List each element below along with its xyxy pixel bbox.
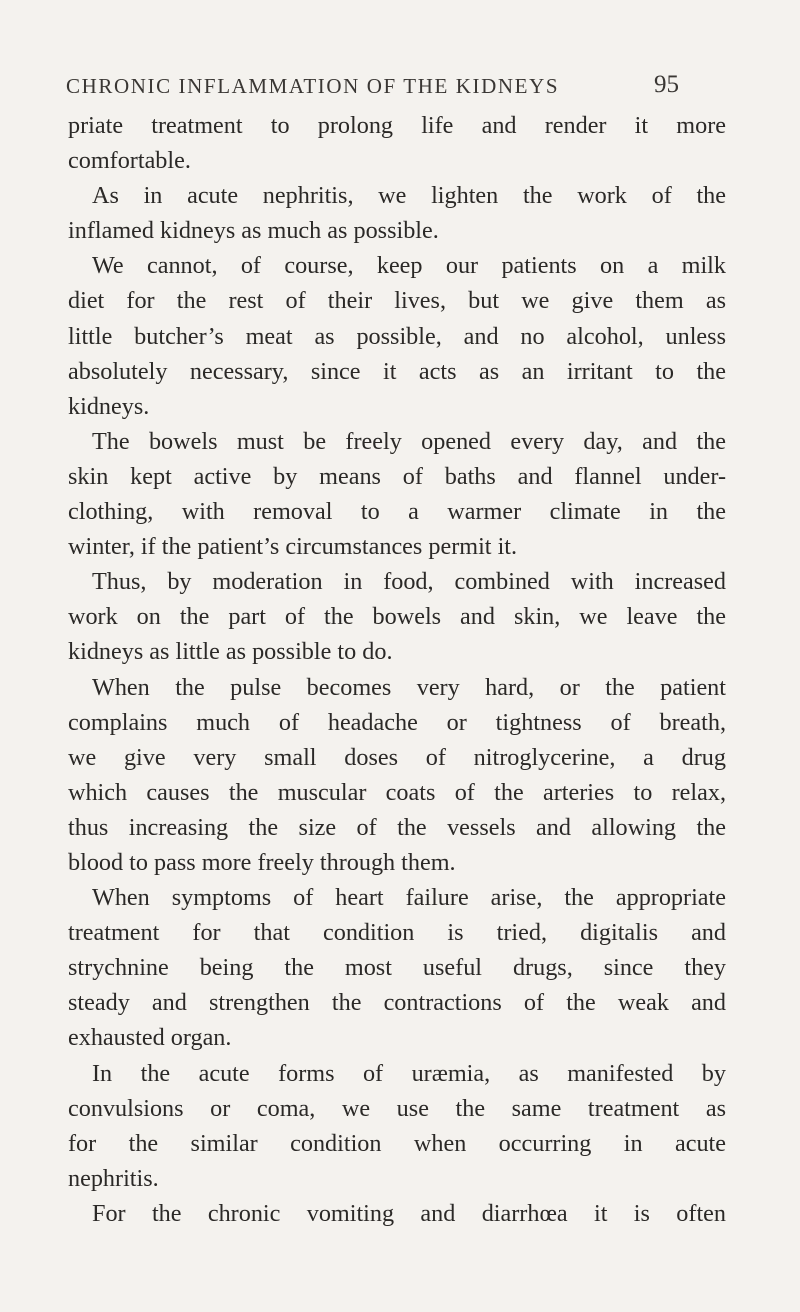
text-line: As in acute nephritis, we lighten the work of the [92, 182, 726, 210]
body-text [68, 108, 726, 1231]
text-line: priate treatment to prolong life and render it more [68, 112, 726, 139]
text-line: When the pulse becomes very hard, or the patient [92, 673, 726, 701]
text-line: winter, if the patient’s circumstances permit it. [68, 533, 518, 561]
text-line: blood to pass more freely through them. [68, 848, 456, 876]
text-line: thus increasing the size of the vessels and allowing the [68, 813, 726, 841]
text-line: steady and strengthen the contractions of the weak and [68, 989, 726, 1017]
text-line: treatment for that condition is tried, digitalis and [68, 919, 726, 947]
text-line: Thus, by moderation in food, combined with increased [92, 568, 726, 596]
text-line: kidneys as little as possible to do. [68, 638, 393, 666]
text-line: for the similar condition when occurring in acute [68, 1129, 726, 1157]
text-line: work on the part of the bowels and skin, we leave the [68, 603, 726, 631]
text-line: For the chronic vomiting and diarrhœa it is often [92, 1199, 726, 1227]
text-line: The bowels must be freely opened every day, and the [92, 427, 726, 455]
page-number: 95 [654, 71, 679, 98]
text-line: which causes the muscular coats of the arteries to relax, [68, 778, 726, 806]
text-line: little butcher’s meat as possible, and no alcohol, unless [68, 322, 726, 350]
running-title: CHRONIC INFLAMMATION OF THE KIDNEYS [66, 74, 560, 98]
text-line: skin kept active by means of baths and flannel under- [68, 462, 726, 490]
text-line: comfortable. [68, 147, 191, 175]
text-line: convulsions or coma, we use the same treatment as [68, 1094, 726, 1122]
text-line: clothing, with removal to a warmer climate in the [68, 498, 726, 526]
running-header [66, 71, 722, 104]
text-line: In the acute forms of uræmia, as manifested by [92, 1059, 726, 1087]
text-line: strychnine being the most useful drugs, since they [68, 954, 726, 982]
text-line: When symptoms of heart failure arise, the appropriate [92, 884, 726, 912]
text-line: kidneys. [68, 392, 150, 420]
text-line: inflamed kidneys as much as possible. [68, 217, 439, 245]
text-line: We cannot, of course, keep our patients on a milk [92, 252, 726, 280]
text-line: nephritis. [68, 1164, 159, 1192]
text-line: absolutely necessary, since it acts as an irritant to the [68, 357, 726, 385]
text-line: we give very small doses of nitroglycerine, a drug [68, 743, 726, 771]
text-line: diet for the rest of their lives, but we give them as [68, 287, 726, 315]
text-line: complains much of headache or tightness of breath, [68, 708, 726, 736]
text-line: exhausted organ. [68, 1024, 232, 1052]
